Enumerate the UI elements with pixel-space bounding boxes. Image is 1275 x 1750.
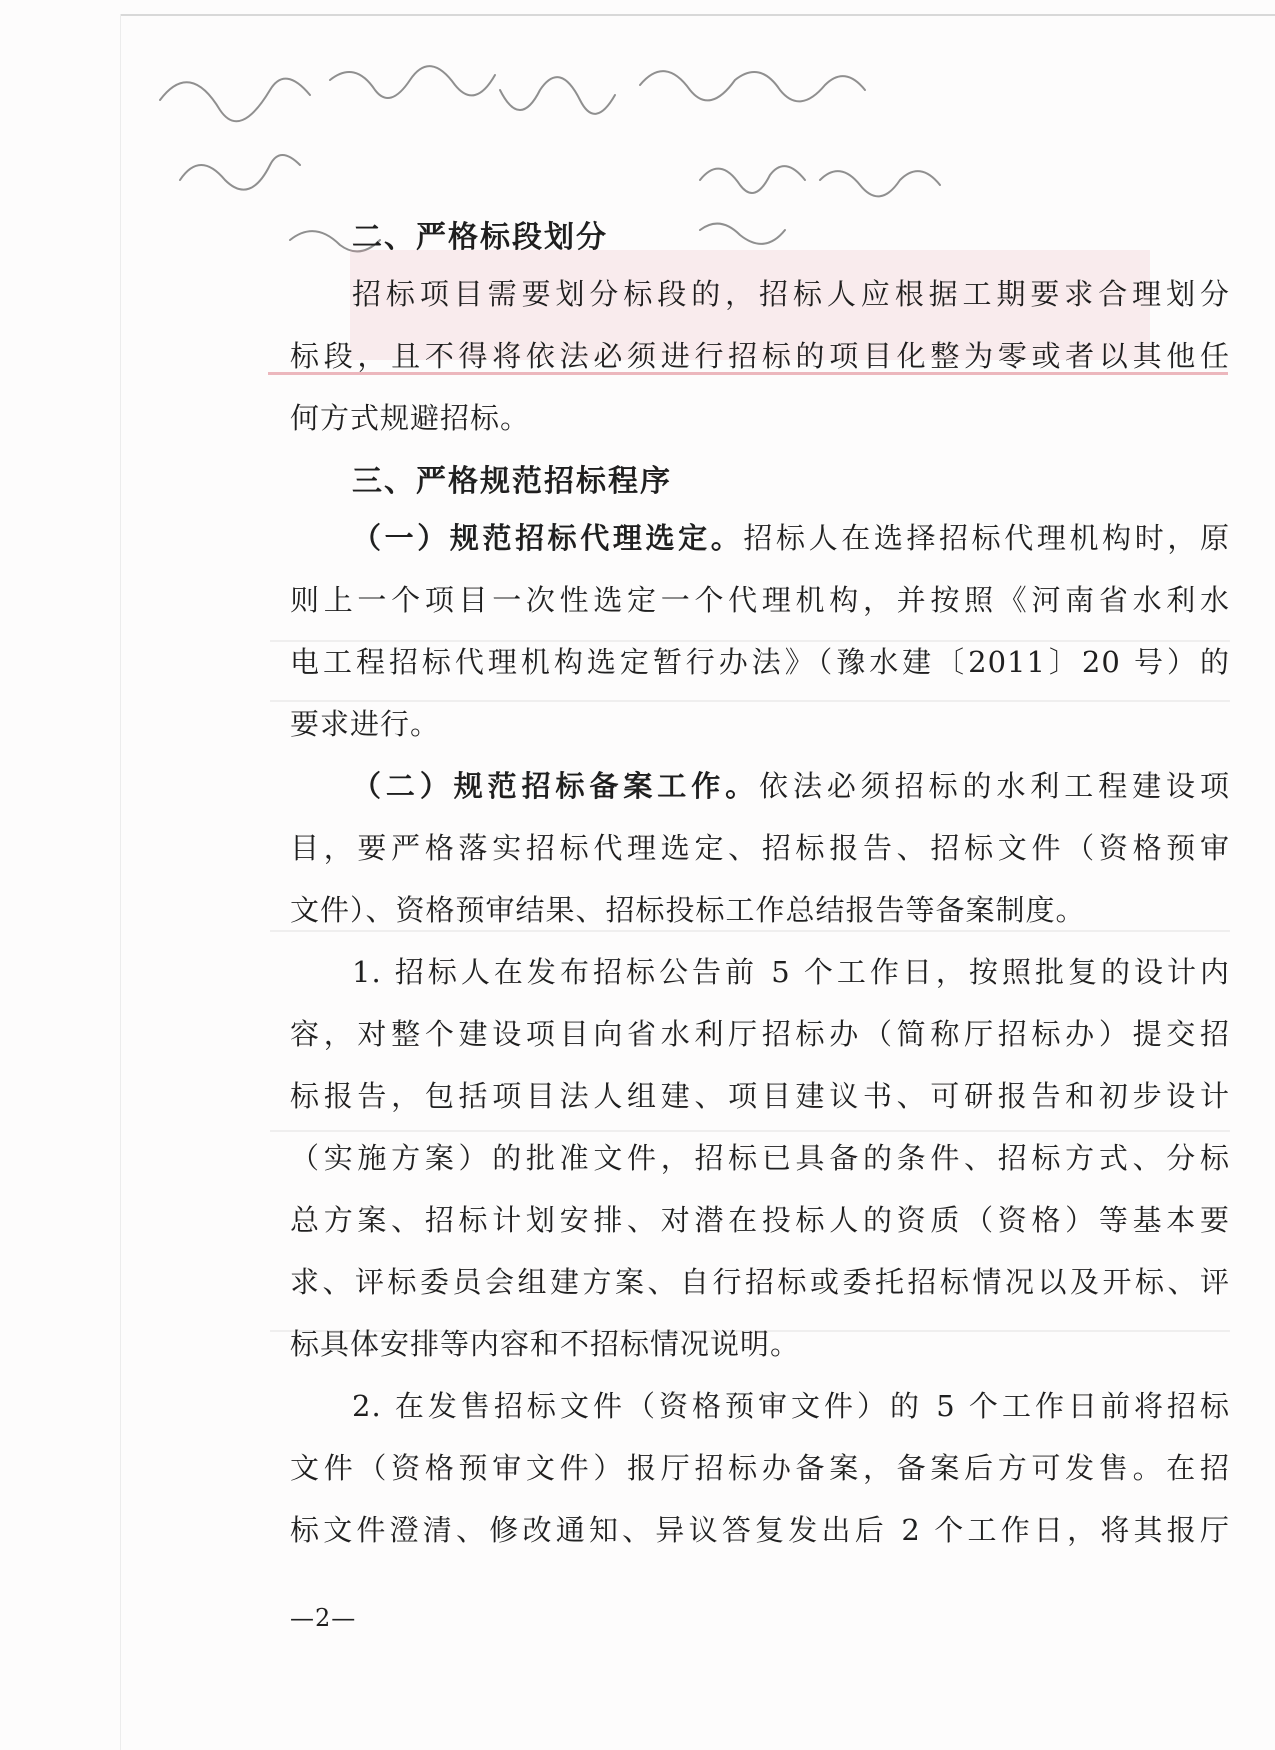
paragraph-line: 目，要严格落实招标代理选定、招标报告、招标文件（资格预审 bbox=[290, 831, 1230, 865]
paragraph-line: 标报告，包括项目法人组建、项目建议书、可研报告和初步设计 bbox=[290, 1079, 1230, 1113]
section-three-title: 三、严格规范招标程序 bbox=[352, 464, 672, 499]
paragraph-line: 要求进行。 bbox=[290, 707, 441, 741]
paragraph-line: 总方案、招标计划安排、对潜在投标人的资质（资格）等基本要 bbox=[290, 1203, 1230, 1237]
paragraph-line: 则上一个项目一次性选定一个代理机构，并按照《河南省水利水 bbox=[290, 583, 1230, 617]
item-one-first-line bbox=[352, 516, 1230, 557]
page-number: —2— bbox=[290, 1604, 357, 1632]
paragraph-line: 1. 招标人在发布招标公告前 5 个工作日，按照批复的设计内 bbox=[352, 955, 1230, 989]
item-two-heading: （二）规范招标备案工作。 bbox=[352, 769, 760, 803]
item-two-first-line bbox=[352, 764, 1230, 805]
paragraph-line: 求、评标委员会组建方案、自行招标或委托招标情况以及开标、评 bbox=[290, 1265, 1230, 1299]
item-two-line-rest: 依法必须招标的水利工程建设项 bbox=[759, 769, 1230, 803]
showthrough-line bbox=[270, 1130, 1230, 1132]
paragraph-line: 2. 在发售招标文件（资格预审文件）的 5 个工作日前将招标 bbox=[352, 1389, 1230, 1423]
showthrough-line bbox=[270, 930, 1230, 932]
scan-edge-left bbox=[120, 14, 121, 1750]
paragraph-line: 容，对整个建设项目向省水利厅招标办（简称厅招标办）提交招 bbox=[290, 1017, 1230, 1051]
section-two-title: 二、严格标段划分 bbox=[352, 220, 608, 255]
paragraph-line: （实施方案）的批准文件，招标已具备的条件、招标方式、分标 bbox=[290, 1141, 1230, 1175]
paragraph-line: 标具体安排等内容和不招标情况说明。 bbox=[290, 1327, 801, 1361]
paragraph-line: 电工程招标代理机构选定暂行办法》（豫水建〔2011〕20 号）的 bbox=[290, 645, 1230, 679]
paragraph-line: 何方式规避招标。 bbox=[290, 401, 531, 435]
item-one-line-rest: 招标人在选择招标代理机构时，原 bbox=[743, 521, 1230, 555]
paragraph-line: 标文件澄清、修改通知、异议答复发出后 2 个工作日，将其报厅 bbox=[290, 1513, 1230, 1547]
paragraph-line: 标段，且不得将依法必须进行招标的项目化整为零或者以其他任 bbox=[290, 339, 1230, 373]
paragraph-line: 招标项目需要划分标段的，招标人应根据工期要求合理划分 bbox=[352, 277, 1230, 311]
paragraph-line: 文件）、资格预审结果、招标投标工作总结报告等备案制度。 bbox=[290, 893, 1086, 927]
scan-edge bbox=[120, 14, 1275, 16]
item-one-heading: （一）规范招标代理选定。 bbox=[352, 521, 744, 555]
paragraph-line: 文件（资格预审文件）报厅招标办备案，备案后方可发售。在招 bbox=[290, 1451, 1230, 1485]
